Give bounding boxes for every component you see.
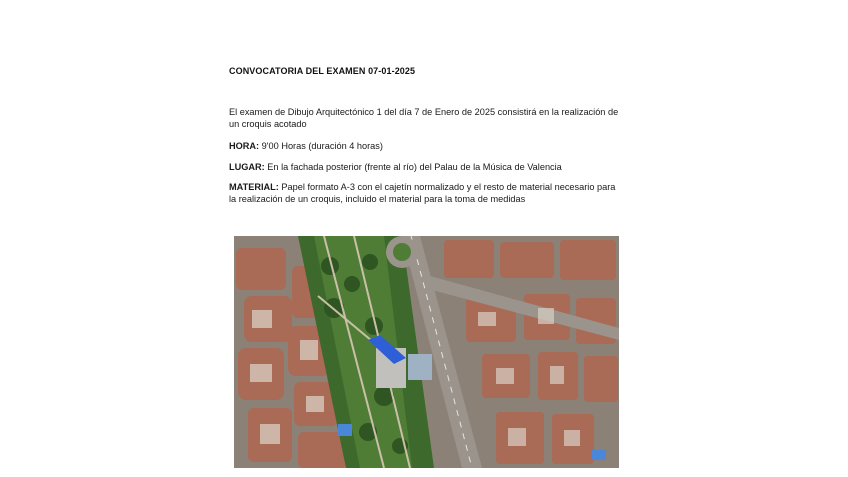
lugar-text: En la fachada posterior (frente al río) del Palau de la Música de Valencia <box>264 162 562 172</box>
material-label: MATERIAL: <box>229 182 279 192</box>
material-line <box>229 181 624 205</box>
lugar-label: LUGAR: <box>229 162 265 172</box>
material-text: Papel formato A-3 con el cajetín normalizado y el resto de material necesario para la realización de un croquis, incluido el material para la toma de medidas <box>229 182 616 204</box>
hora-label: HORA: <box>229 141 260 151</box>
intro-paragraph: El examen de Dibujo Arquitectónico 1 del día 7 de Enero de 2025 consistirá en la realización de un croquis acotado <box>229 107 619 129</box>
satellite-map-image <box>234 236 619 468</box>
page-title: CONVOCATORIA DEL EXAMEN 07-01-2025 <box>229 66 416 76</box>
hora-line <box>229 140 624 152</box>
satellite-map-drawing <box>234 236 619 468</box>
lugar-line <box>229 161 624 173</box>
hora-text: 9'00 Horas (duración 4 horas) <box>259 141 383 151</box>
